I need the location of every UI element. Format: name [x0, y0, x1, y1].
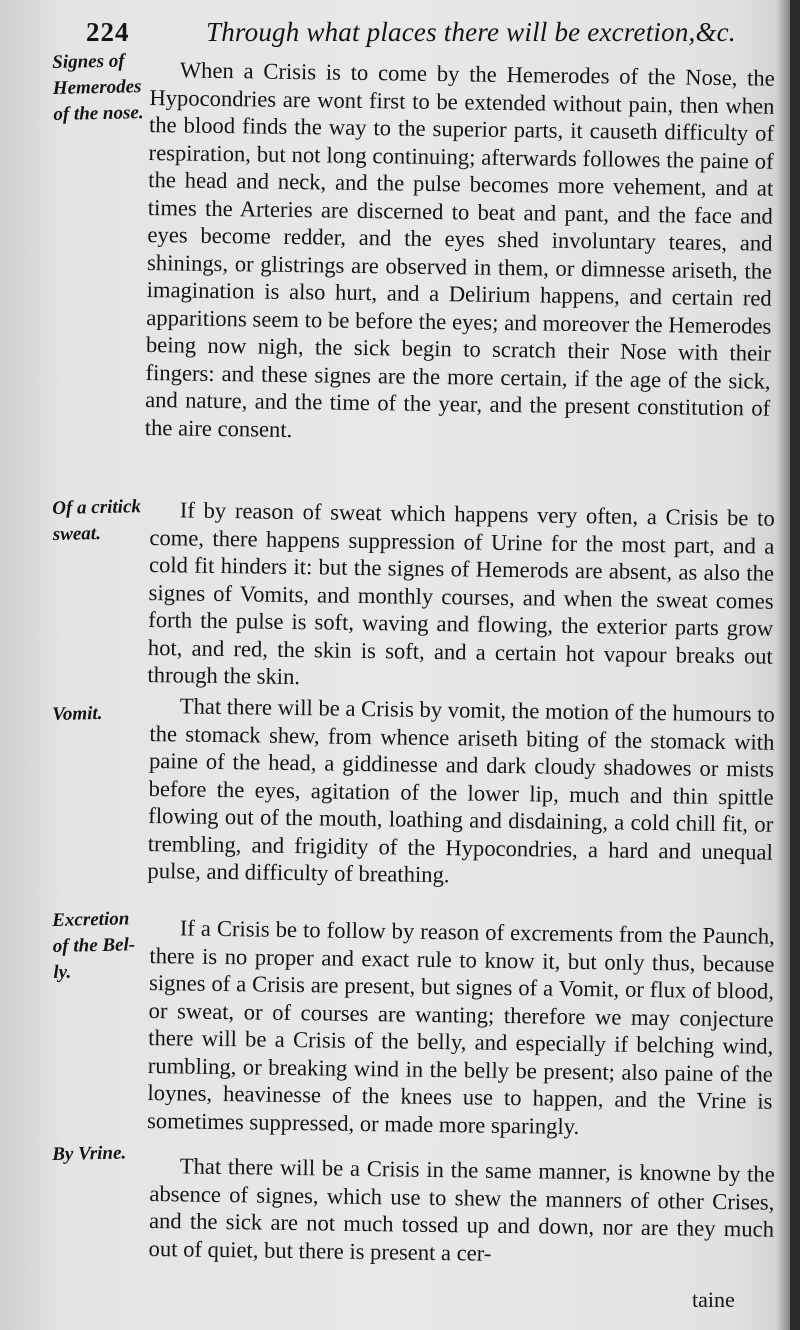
- page-edge-shadow: [776, 0, 790, 1330]
- paragraph-text: If a Crisis be to follow by reason of excrements from the Paunch, there is no proper and exact rule to know it, but only thus, because signes of a Crisis are present, but signes of a Vomit, or flux of blood, or sweat, or of courses are wanting; therefore we may conjecture there will be a Crisis of the belly, and especially if belching wind, rumbling, or breaking wind in the belly be present; also paine of the loynes, heavinesse of the knees use to happen, and the Vrine is sometimes suppressed, or made more sparingly.: [146, 915, 775, 1139]
- paragraph-urine: [148, 1152, 774, 1271]
- running-head-title: Through what places there will be excretion,&c.: [206, 17, 736, 47]
- paragraph-text: If by reason of sweat which happens very often, a Crisis be to come, there happens suppression of Urine for the most part, and a cold fit hinders it: but the signes of Hemerods are absent, as also the signes of Vomits, and monthly courses, and when the sweat comes forth the pulse is soft, waving and flowing, the exterior parts grow hot, and red, the skin is soft, and a certain hot vapour breaks out through the skin.: [147, 497, 775, 690]
- paragraph-hemerodes: [145, 56, 775, 450]
- paragraph-text: That there will be a Crisis by vomit, the motion of the humours to the stomack shew, from whence ariseth biting of the stomack with paine of the head, a giddinesse and dark cloudy shadowes or mists before the eyes, agitation of the lower lip, much and thin spittle flowing out of the mouth, loathing and disdaining, a cold chill fit, or trembling, and frigidity of the Hypocondries, a hard and unequal pulse, and difficulty of breathing.: [147, 693, 775, 888]
- running-head: [86, 12, 776, 52]
- page-number: 224: [86, 17, 130, 47]
- paragraph-text: That there will be a Crisis in the same manner, is knowne by the absence of signes, which use to shew the manners of other Crises, and the sick are not much tossed up and down, nor are they much out of quiet, but there is present a cer-: [148, 1153, 775, 1266]
- margin-note-hemerodes: Signes of Hemerodes of the nose.: [52, 50, 144, 125]
- margin-note-excretion-belly: Excretion of the Bel- ly.: [52, 908, 136, 983]
- paragraph-vomit: [147, 692, 775, 893]
- catchword: taine: [692, 1287, 735, 1312]
- paragraph-critick-sweat: [147, 496, 775, 697]
- margin-note-vomit: Vomit.: [52, 702, 103, 725]
- paragraph-excretion-belly: [147, 914, 775, 1143]
- margin-note-critick-sweat: Of a critick sweat.: [52, 496, 142, 545]
- margin-note-urine: By Vrine.: [52, 1142, 127, 1165]
- paragraph-text: When a Crisis is to come by the Hemerodes of the Nose, the Hypocondries are wont first to be extended without pain, then when the blood finds the way to the superior parts, it causeth difficulty of respiration, but not long continuing; afterwards followes the paine of the head and neck, and the pulse becomes more vehement, and at times the Arteries are discerned to beat and pant, and the face and eyes become redder, and the eyes shed involuntary teares, and shinings, or glistrings are observed in them, or dimnesse ariseth, the imagination is also hurt, and a Delirium happens, and certain red apparitions seem to be before the eyes; and moreover the Hemerodes being now nigh, the sick begin to scratch their Nose with their fingers: and these signes are the more certain, if the age of the sick, and nature, and the time of the year, and the present constitution of the aire consent.: [144, 57, 775, 442]
